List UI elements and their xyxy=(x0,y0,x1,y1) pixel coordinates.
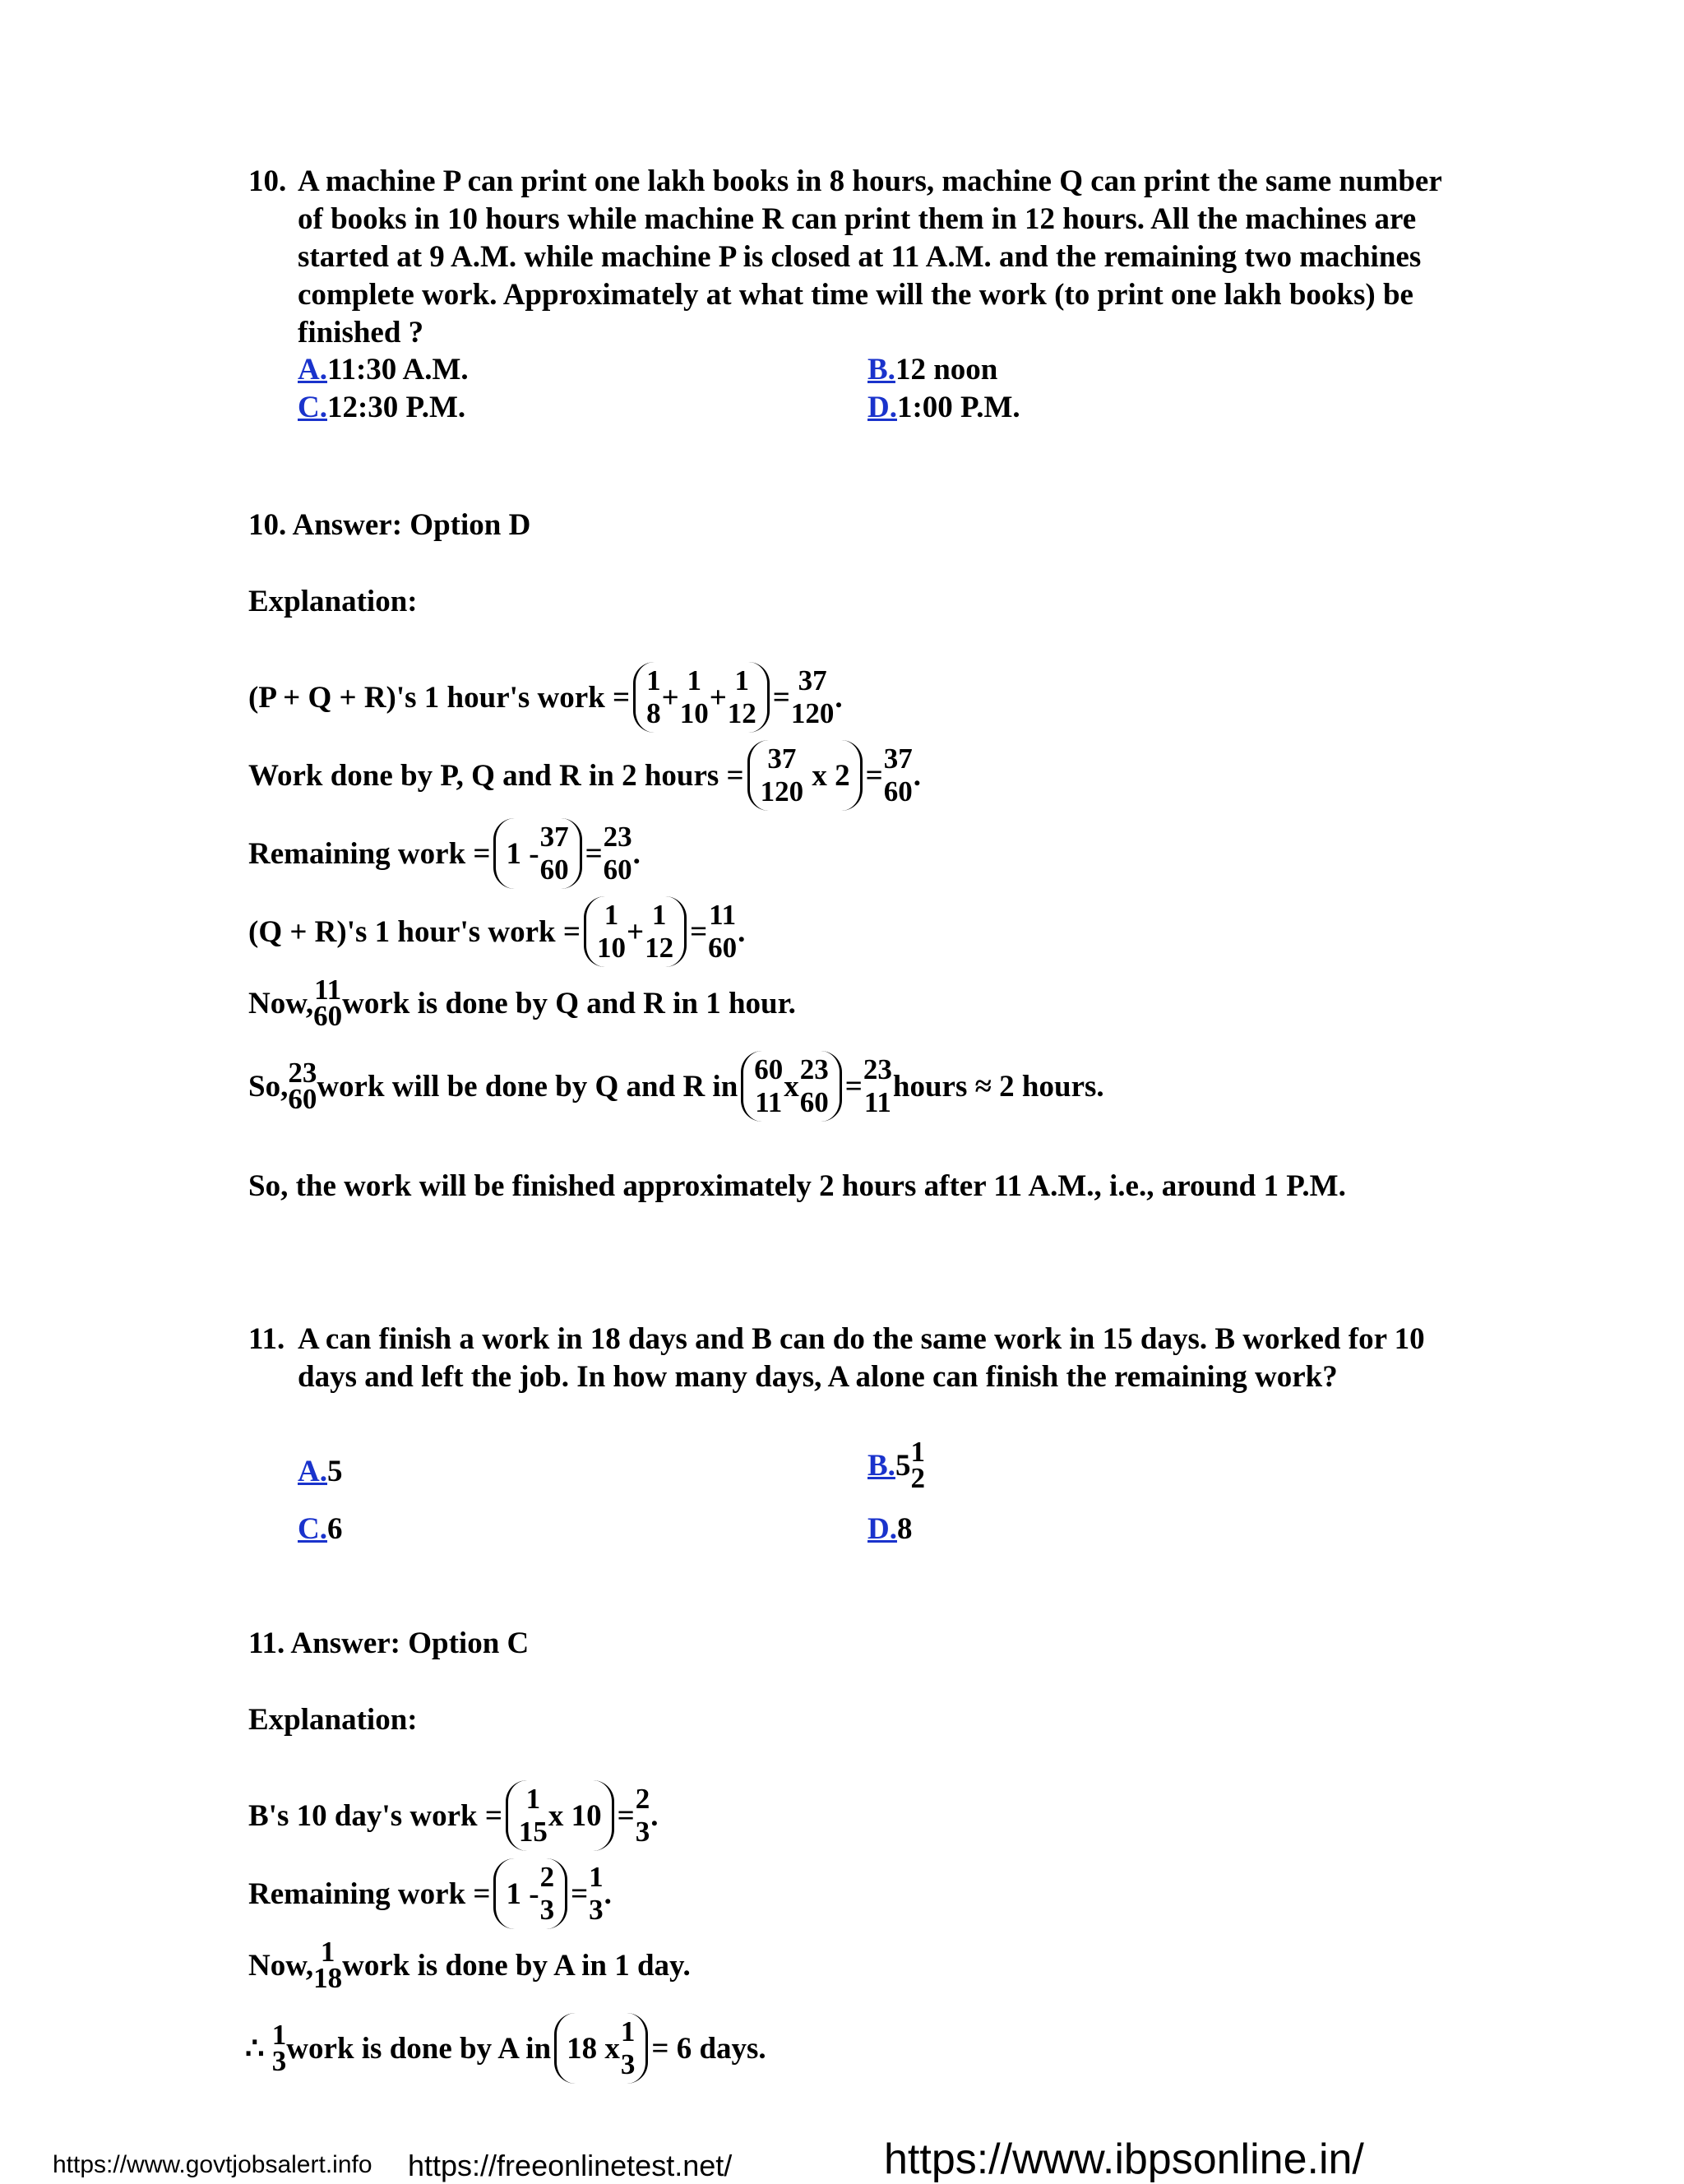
paren-expr: 1 15 x 10 xyxy=(506,1780,614,1851)
option-b-link[interactable]: B. xyxy=(867,353,895,386)
paren-expr: 1 10 + 1 12 xyxy=(584,896,687,967)
fraction: 37 60 xyxy=(539,821,569,886)
step-suffix: hours ≈ 2 hours. xyxy=(892,1069,1104,1104)
step-b-work: B's 10 day's work = 1 15 x 10 = 2 3 . xyxy=(248,1780,659,1851)
question-text: A machine P can print one lakh books in 8 hours, machine Q can print the same number of books in 10 hours while machine R can print them in 12 hours. All the machines are started at 9 A.M. while machine P is closed at 11 A.M. and the remaining two machines complete work. Approximately at what time will the work (to print one lakh books) be finished ? xyxy=(298,164,1442,349)
fraction: 1 10 xyxy=(596,899,626,964)
fraction: 23 60 xyxy=(799,1053,829,1118)
option-b xyxy=(867,1436,925,1494)
option-c xyxy=(298,390,465,425)
paren-expr: 60 11 x 23 60 xyxy=(741,1051,842,1122)
paren-expr: 1 - 2 3 xyxy=(493,1858,567,1929)
step-pqr-rate: (P + Q + R)'s 1 hour's work = 1 8 + 1 10 + 1 12 = 37 120 . xyxy=(248,662,843,733)
fraction: 37 120 xyxy=(760,743,804,807)
fraction: 1 12 xyxy=(645,899,674,964)
fraction: 37 60 xyxy=(883,743,913,807)
option-c-link[interactable]: C. xyxy=(298,391,327,424)
fraction: 60 11 xyxy=(754,1053,784,1118)
step-text: work will be done by Q and R in xyxy=(317,1069,738,1104)
step-prefix: Now, xyxy=(248,1948,314,1983)
step-label: B's 10 day's work = xyxy=(248,1798,502,1833)
question-number: 11. xyxy=(248,1322,285,1356)
step-text: work is done by A in 1 day. xyxy=(342,1948,691,1983)
option-a-link[interactable]: A. xyxy=(298,353,327,386)
fraction: 23 60 xyxy=(288,1057,317,1115)
question-11 xyxy=(248,1321,1457,1396)
footer-link-freeonlinetest[interactable]: https://freeonlinetest.net/ xyxy=(408,2149,733,2182)
step-text: work is done by A in xyxy=(286,2031,552,2066)
therefore-symbol: ∴ xyxy=(245,2032,265,2066)
fraction: 2 3 xyxy=(539,1861,555,1926)
step-label: Remaining work = xyxy=(248,836,491,871)
step-so: So, 23 60 work will be done by Q and R in 60 11 x 23 60 = 23 11 hours ≈ 2 hours. xyxy=(248,1051,1104,1122)
option-d-link[interactable]: D. xyxy=(867,1512,897,1546)
footer-link-govtjobsalert[interactable]: https://www.govtjobsalert.info xyxy=(53,2151,372,2178)
fraction: 1 3 xyxy=(620,2015,636,2080)
option-d xyxy=(867,1511,912,1547)
step-now xyxy=(248,974,796,1032)
fraction: 2 3 xyxy=(635,1783,650,1848)
fraction: 23 11 xyxy=(863,1053,892,1118)
fraction: 1 15 xyxy=(518,1783,548,1848)
step-remaining-work: Remaining work = 1 - 37 60 = 23 60 . xyxy=(248,818,641,889)
footer-link-ibpsonline[interactable]: https://www.ibpsonline.in/ xyxy=(884,2135,1364,2183)
fraction: 1 2 xyxy=(910,1436,925,1494)
option-d-text: 1:00 P.M. xyxy=(896,391,1020,424)
option-c xyxy=(298,1511,342,1547)
option-c-text: 6 xyxy=(326,1512,343,1546)
step-2-hours-work: Work done by P, Q and R in 2 hours = 37 120 x 2 = 37 60 . xyxy=(248,740,921,811)
option-a-text: 5 xyxy=(326,1455,343,1488)
explanation-10-label: Explanation: xyxy=(248,585,418,618)
option-b-link[interactable]: B. xyxy=(867,1448,895,1483)
option-b-text: 12 noon xyxy=(895,353,998,386)
fraction: 1 3 xyxy=(271,2019,287,2077)
paren-expr: 37 120 x 2 xyxy=(747,740,863,811)
fraction: 1 3 xyxy=(589,1861,604,1926)
step-prefix: So, xyxy=(248,1069,289,1104)
option-b-text: 5 xyxy=(895,1448,911,1483)
option-c-text: 12:30 P.M. xyxy=(326,391,466,424)
fraction: 11 60 xyxy=(313,974,343,1032)
explanation-11-label: Explanation: xyxy=(248,1703,418,1737)
option-a xyxy=(298,1454,342,1489)
fraction: 11 60 xyxy=(708,899,738,964)
option-a-link[interactable]: A. xyxy=(298,1455,327,1488)
fraction: 1 12 xyxy=(727,664,756,729)
step-prefix: Now, xyxy=(248,986,314,1020)
fraction: 1 18 xyxy=(313,1936,343,1994)
step-therefore xyxy=(245,2013,766,2084)
question-number: 10. xyxy=(248,164,287,198)
step-text: work is done by Q and R in 1 hour. xyxy=(342,986,796,1020)
option-c-link[interactable]: C. xyxy=(298,1512,327,1546)
fraction: 1 8 xyxy=(646,664,661,729)
step-suffix: = 6 days. xyxy=(651,2031,766,2066)
paren-expr: 1 - 37 60 xyxy=(493,818,581,889)
option-a xyxy=(298,352,469,387)
option-d xyxy=(867,390,1020,425)
question-text: A can finish a work in 18 days and B can do the same work in 15 days. B worked for 10 days and left the job. In how many days, A alone can finish the remaining work? xyxy=(298,1322,1425,1394)
step-label: (Q + R)'s 1 hour's work = xyxy=(248,914,581,949)
answer-11: 11. Answer: Option C xyxy=(248,1626,530,1660)
step-qr-rate: (Q + R)'s 1 hour's work = 1 10 + 1 12 = 11 60 . xyxy=(248,896,745,967)
paren-expr: 18 x 1 3 xyxy=(554,2013,648,2084)
option-d-text: 8 xyxy=(896,1512,913,1546)
paren-expr: 1 8 + 1 10 + 1 12 xyxy=(633,662,770,733)
fraction: 23 60 xyxy=(603,821,632,886)
option-b xyxy=(867,352,997,387)
option-a-text: 11:30 A.M. xyxy=(326,353,469,386)
step-label: (P + Q + R)'s 1 hour's work = xyxy=(248,680,631,715)
question-10 xyxy=(248,163,1457,352)
fraction: 1 10 xyxy=(679,664,709,729)
fraction: 37 120 xyxy=(790,664,835,729)
conclusion-10: So, the work will be finished approximately 2 hours after 11 A.M., i.e., around 1 P.M. xyxy=(248,1169,1346,1203)
step-now xyxy=(248,1936,691,1994)
answer-10: 10. Answer: Option D xyxy=(248,508,531,542)
step-label: Work done by P, Q and R in 2 hours = xyxy=(248,758,744,793)
option-d-link[interactable]: D. xyxy=(867,391,897,424)
step-remaining-work: Remaining work = 1 - 2 3 = 1 3 . xyxy=(248,1858,612,1929)
step-label: Remaining work = xyxy=(248,1876,491,1911)
